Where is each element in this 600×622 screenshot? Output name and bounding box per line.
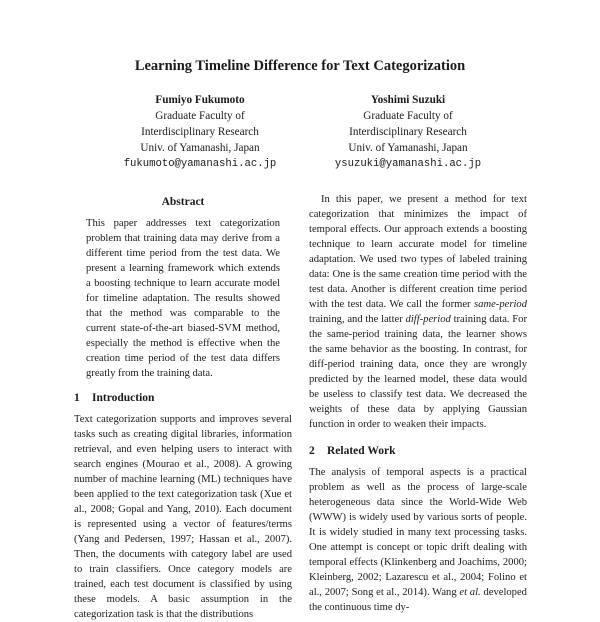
author-block-1 — [90, 92, 310, 172]
intro-continuation-paragraph — [309, 192, 527, 432]
term-same-period: same-period — [474, 299, 527, 310]
section-title: Introduction — [92, 392, 155, 404]
author-email[interactable]: ysuzuki@yamanashi.ac.jp — [334, 158, 482, 170]
author-name: Fumiyo Fukumoto — [155, 94, 245, 106]
paragraph-text: developed the continuous time dy- — [309, 587, 527, 613]
paragraph-text: training, and the latter — [309, 314, 406, 325]
paragraph-text: In this paper, we present a method for text categorization that minimizes the impact of temporal effects. Our approach extends a boosting technique to learn accurate model for timeline adaptation. We used two types of labeled training data: One is the same creation time period with the test data. Another is different creation time period with the test data. We call the former — [309, 194, 527, 310]
section-number: 2 — [309, 445, 315, 457]
right-column — [309, 192, 527, 615]
paragraph-text: The analysis of temporal aspects is a practical problem as well as the process of large-scale heterogeneous data since the World-Wide Web (WWW) is widely used by various sorts of people. It is widely studied in many text processing tasks. One attempt is concept or topic drift dealing with temporal effects (Klinkenberg and Joachims, 2000; Kleinberg, 2002; Lazarescu et al., 2004; Folino et al., 2007; Song et al., 2014). Wang — [309, 467, 527, 598]
author-block-2 — [298, 92, 518, 172]
author-affiliation: Graduate Faculty of — [363, 110, 453, 122]
left-column — [74, 195, 292, 622]
introduction-paragraph: Text categorization supports and improves several tasks such as creating digital libraries, information retrieval, and even helping users to interact with search engines (Mourao et al., 2008). A growing number of machine learning (ML) techniques have been applied to the text categorization task (Xue et al., 2008; Gopal and Yang, 2010). Each document is represented using a vector of features/terms (Yang and Pedersen, 1997; Hassan et al., 2007). Then, the documents with category label are used to train classifiers. Once category models are trained, each test document is classified by using these models. A basic assumption in the categorization task is that the distributions — [74, 414, 292, 620]
author-name: Yoshimi Suzuki — [370, 94, 446, 106]
italic-et-al: et al. — [459, 587, 481, 598]
related-work-paragraph — [309, 465, 527, 615]
author-affiliation: Graduate Faculty of — [155, 110, 245, 122]
author-affiliation: Univ. of Yamanashi, Japan — [140, 142, 260, 154]
term-diff-period: diff-period — [405, 314, 451, 325]
author-affiliation: Interdisciplinary Research — [349, 126, 467, 138]
section-heading-introduction — [74, 391, 292, 406]
section-number: 1 — [74, 392, 80, 404]
paragraph-text: training data. For the same-period training data, the learner shows the same behavior as the boosting. In contrast, for diff-period training data, once they are wrongly predicted by the learned model, these data would be useless to classify test data. We decreased the weights of these data by applying Gaussian function in order to weaken their impacts. — [309, 314, 527, 430]
paper-title: Learning Timeline Difference for Text Categorization — [134, 58, 466, 74]
section-heading-related-work — [309, 444, 527, 459]
section-title: Related Work — [327, 445, 396, 457]
author-affiliation: Interdisciplinary Research — [141, 126, 259, 138]
author-email[interactable]: fukumoto@yamanashi.ac.jp — [123, 158, 277, 170]
abstract-text: This paper addresses text categorization problem that training data may derive from a different time period from the test data. We present a learning framework which extends a boosting technique to learn accurate model for timeline adaptation. The results showed that the method was comparable to the current state-of-the-art biased-SVM method, especially the method is effective when the creation time period of the test data differs greatly from the training data. — [86, 218, 280, 379]
abstract-heading: Abstract — [161, 196, 205, 208]
author-affiliation: Univ. of Yamanashi, Japan — [348, 142, 468, 154]
